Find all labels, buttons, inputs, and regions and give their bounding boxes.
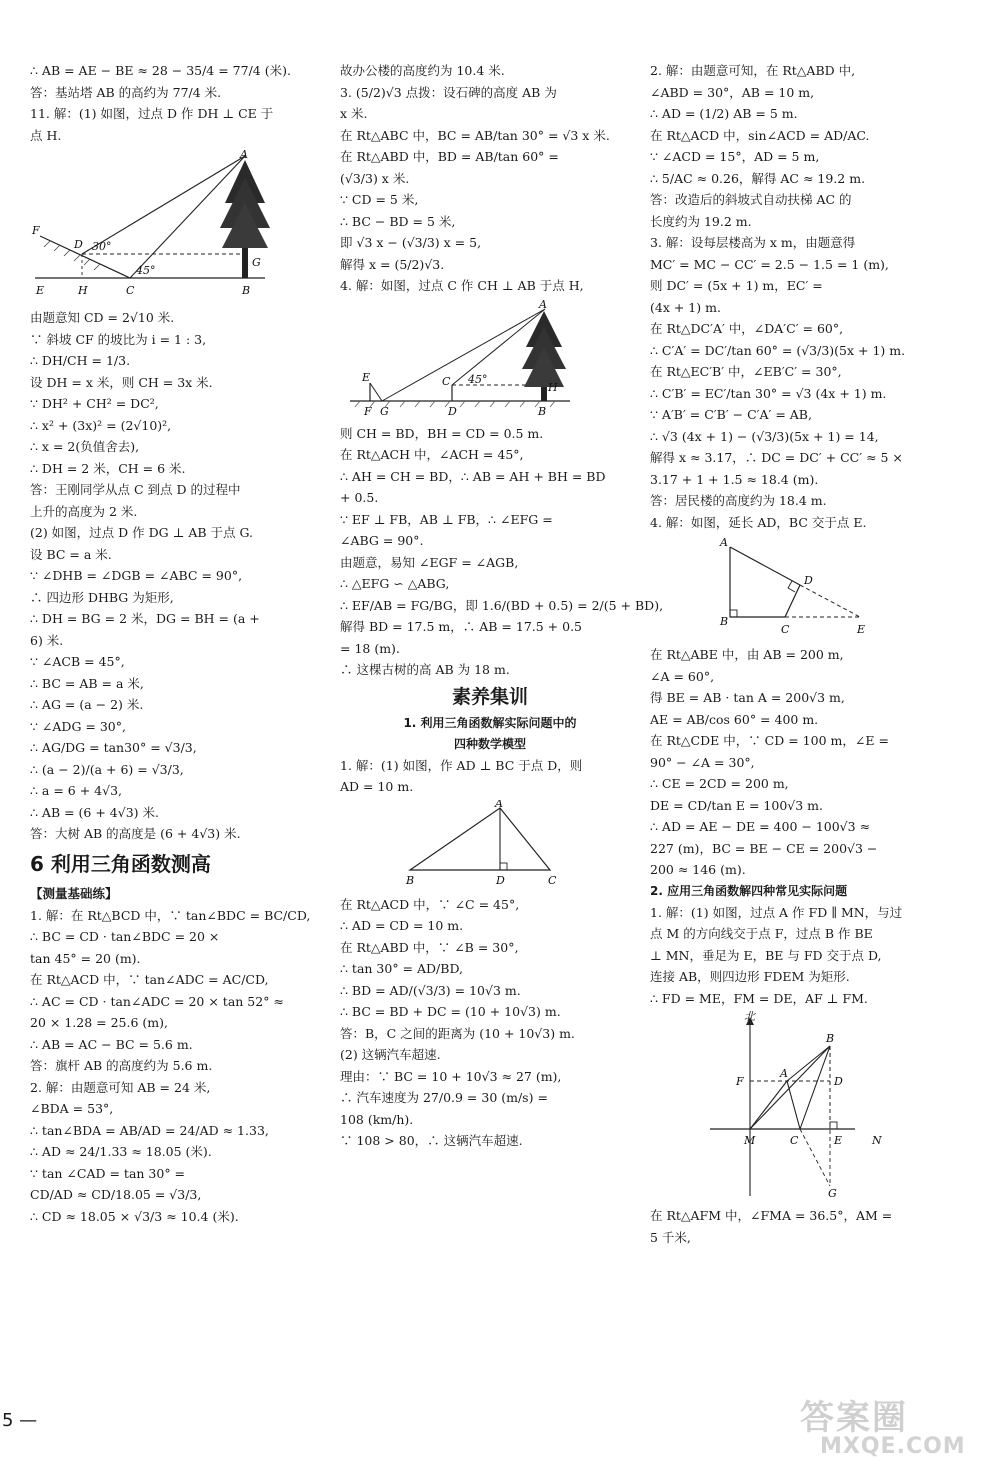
figure-slope-tree: [30, 148, 270, 303]
text-line: 点 H.: [30, 127, 62, 143]
text-line: 连接 AB，则四边形 FDEM 为矩形.: [650, 969, 850, 984]
figure-mirror-tree: [340, 299, 580, 419]
text-line: MC′ = MC − CC′ = 2.5 − 1.5 = 1 (m),: [650, 256, 889, 272]
text-line: (2) 如图，过点 D 作 DG ⊥ AB 于点 G.: [30, 525, 254, 540]
text-line: ⊥ MN，垂足为 E，BE 与 FD 交于点 D,: [650, 947, 882, 963]
text-line: ∴ 汽车速度为 27/0.9 = 30 (m/s) =: [340, 1090, 548, 1105]
fig2-label: D: [448, 404, 457, 418]
text-line: tan 45° = 20 (m).: [30, 950, 141, 966]
text-line: 在 Rt△ACD 中，sin∠ACD = AD/AC.: [650, 127, 870, 143]
column-right: [650, 60, 950, 1248]
text-line: ∴ EF/AB = FG/BG，即 1.6/(BD + 0.5) = 2/(5 + BD),: [340, 597, 664, 613]
text-line: 11. 解：(1) 如图，过点 D 作 DH ⊥ CE 于: [30, 106, 274, 121]
text-line: 答：基站塔 AB 的高约为 77/4 米.: [30, 84, 222, 100]
text-line: 3. (5/2)√3 点拨：设石碑的高度 AB 为: [340, 84, 557, 100]
text-line: ∴ CD ≈ 18.05 × √3/3 ≈ 10.4 (米).: [30, 1208, 239, 1224]
column-middle: [340, 60, 664, 1152]
text-line: ∴ AB = (6 + 4√3) 米.: [30, 804, 160, 820]
text-line: 理由：∵ BC = 10 + 10√3 ≈ 27 (m),: [340, 1068, 562, 1084]
watermark-text: 答案圈: [800, 1398, 908, 1438]
fig1-label: E: [36, 284, 45, 297]
col2-mid: [340, 423, 664, 681]
text-line: ∴ AB = AC − BC = 5.6 m.: [30, 1036, 193, 1052]
text-line: ∠BDA = 53°,: [30, 1101, 114, 1116]
col3-mid: [650, 644, 950, 881]
text-line: 2. 解：由题意可知 AB = 24 米,: [30, 1079, 211, 1095]
text-line: ∴ BC = CD · tan∠BDC = 20 ×: [30, 929, 220, 944]
text-line: ∵ EF ⊥ FB，AB ⊥ FB，∴ ∠EFG =: [340, 511, 553, 527]
text-line: ∴ x² + (3x)² = (2√10)²,: [30, 417, 172, 433]
figure-direction-map: [650, 1011, 890, 1201]
text-line: 2. 解：由题意可知，在 Rt△ABD 中,: [650, 63, 856, 78]
text-line: ∴ DH/CH = 1/3.: [30, 353, 131, 368]
text-line: ∴ BC = AB = a 米,: [30, 675, 144, 691]
text-line: ∴ AD = (1/2) AB = 5 m.: [650, 106, 798, 121]
fig2-label: G: [380, 404, 389, 418]
text-line: 答：改造后的斜坡式自动扶梯 AC 的: [650, 192, 852, 207]
fig1-label: G: [252, 256, 261, 269]
text-line: ∴ (a − 2)/(a + 6) = √3/3,: [30, 761, 184, 777]
text-line: ∵ ∠ADG = 30°,: [30, 718, 126, 734]
text-line: (2) 这辆汽车超速.: [340, 1047, 441, 1062]
text-line: 长度约为 19.2 m.: [650, 213, 752, 229]
fig3-label: C: [548, 873, 557, 887]
fig1-label: A: [240, 148, 248, 161]
text-line: 答：王刚同学从点 C 到点 D 的过程中: [30, 482, 241, 497]
text-line: ∴ 5/AC ≈ 0.26，解得 AC ≈ 19.2 m.: [650, 170, 866, 186]
col1-mid: [30, 307, 330, 845]
text-line: 设 DH = x 米，则 CH = 3x 米.: [30, 374, 213, 390]
fig5-label: 北: [744, 1011, 755, 1023]
text-line: ∴ AD = CD = 10 m.: [340, 918, 464, 933]
text-line: ∠ABG = 90°.: [340, 533, 424, 548]
text-line: 上升的高度为 2 米.: [30, 503, 138, 519]
text-line: 1. 解：(1) 如图，作 AD ⊥ BC 于点 D，则: [340, 757, 583, 773]
text-line: ∴ BC = BD + DC = (10 + 10√3) m.: [340, 1004, 561, 1019]
text-line: 答：居民楼的高度约为 18.4 m.: [650, 493, 827, 508]
text-line: x 米.: [340, 106, 368, 121]
fig1-label: D: [74, 238, 83, 251]
fig2-label: B: [538, 404, 547, 418]
text-line: ∴ a = 6 + 4√3,: [30, 783, 123, 798]
text-line: DE = CD/tan E = 100√3 m.: [650, 797, 823, 813]
text-line: 3. 解：设每层楼高为 x m，由题意得: [650, 235, 856, 250]
fig2-label: H: [548, 380, 558, 394]
text-line: 故办公楼的高度约为 10.4 米.: [340, 63, 505, 78]
text-line: ∴ AG = (a − 2) 米.: [30, 697, 144, 712]
text-line: 答：B，C 之间的距离为 (10 + 10√3) m.: [340, 1025, 575, 1041]
text-line: 在 Rt△ACH 中，∠ACH = 45°,: [340, 447, 524, 462]
text-line: 答：大树 AB 的高度是 (6 + 4√3) 米.: [30, 826, 241, 841]
col3-pre: [650, 60, 950, 533]
fig3-label: B: [406, 873, 415, 887]
text-line: 20 × 1.28 = 25.6 (m),: [30, 1015, 168, 1030]
text-line: 1. 解：在 Rt△BCD 中，∵ tan∠BDC = BC/CD,: [30, 907, 311, 923]
text-line: ∴ CE = 2CD = 200 m,: [650, 776, 789, 791]
text-line: ∠ABD = 30°，AB = 10 m,: [650, 84, 815, 100]
text-line: ∴ △EFG ∽ △ABG,: [340, 576, 450, 591]
text-line: CD/AD ≈ CD/18.05 = √3/3,: [30, 1187, 202, 1202]
text-line: ∵ ∠ACB = 45°,: [30, 654, 125, 669]
text-line: 在 Rt△ABD 中，∵ ∠B = 30°,: [340, 939, 519, 955]
watermark-url: MXQE.COM: [820, 1434, 966, 1459]
text-line: ∴ AD ≈ 24/1.33 ≈ 18.05 (米).: [30, 1144, 212, 1159]
fig1-label: H: [78, 284, 88, 297]
figure-quadrilateral: [650, 535, 890, 640]
text-line: 解得 BD = 17.5 m，∴ AB = 17.5 + 0.5: [340, 619, 582, 634]
page-number: 5 —: [2, 1410, 38, 1431]
text-line: 在 Rt△DC′A′ 中，∠DA′C′ = 60°,: [650, 321, 844, 336]
text-line: 200 ≈ 146 (m).: [650, 862, 746, 877]
text-line: ∴ C′A′ = DC′/tan 60° = (√3/3)(5x + 1) m.: [650, 342, 906, 358]
text-line: ∴ 四边形 DHBG 为矩形,: [30, 589, 174, 605]
text-line: (4x + 1) m.: [650, 299, 721, 315]
text-line: ∴ x = 2(负值舍去),: [30, 439, 140, 454]
fig5-label: B: [826, 1032, 835, 1045]
text-line: ∴ DH = 2 米，CH = 6 米.: [30, 460, 186, 476]
text-line: 在 Rt△ABE 中，由 AB = 200 m,: [650, 647, 844, 662]
text-line: ∴ 这棵古树的高 AB 为 18 m.: [340, 662, 510, 677]
text-line: 即 √3 x − (√3/3) x = 5,: [340, 235, 482, 250]
text-line: ∵ A′B′ = C′B′ − C′A′ = AB,: [650, 407, 812, 422]
text-line: 解得 x ≈ 3.17，∴ DC = DC′ + CC′ ≈ 5 ×: [650, 450, 903, 465]
text-line: 答：旗杆 AB 的高度约为 5.6 m.: [30, 1058, 213, 1073]
text-line: 则 DC′ = (5x + 1) m，EC′ =: [650, 278, 823, 293]
text-line: 在 Rt△ABC 中，BC = AB/tan 30° = √3 x 米.: [340, 127, 610, 143]
text-line: ∵ ∠ACD = 15°，AD = 5 m,: [650, 149, 820, 164]
fig5-label: D: [834, 1075, 843, 1088]
text-line: ∠A = 60°,: [650, 668, 715, 684]
col1-post: [30, 905, 330, 1228]
fig4-label: D: [804, 574, 813, 587]
text-line: 3.17 + 1 + 1.5 ≈ 18.4 (m).: [650, 471, 819, 487]
text-line: ∴ DH = BG = 2 米，DG = BH = (a +: [30, 611, 260, 626]
text-line: 227 (m)，BC = BE − CE = 200√3 −: [650, 840, 878, 856]
col2-pre: [340, 60, 640, 297]
text-line: 在 Rt△ACD 中，∵ tan∠ADC = AC/CD,: [30, 972, 269, 987]
text-line: 在 Rt△ACD 中，∵ ∠C = 45°,: [340, 896, 520, 912]
text-line: 由题意知 CD = 2√10 米.: [30, 310, 175, 325]
fig4-label: B: [720, 615, 729, 628]
text-line: ∴ BD = AD/(√3/3) = 10√3 m.: [340, 982, 521, 998]
section-heading: 素养集训: [451, 685, 528, 708]
text-line: 4. 解：如图，过点 C 作 CH ⊥ AB 于点 H,: [340, 278, 584, 293]
fig4-label: C: [781, 623, 790, 636]
col3-post: [650, 1205, 950, 1248]
text-line: 设 BC = a 米.: [30, 546, 112, 562]
fig3-label: D: [496, 873, 505, 887]
text-line: ∴ AG/DG = tan30° = √3/3,: [30, 740, 197, 755]
text-line: 得 BE = AB · tan A = 200√3 m,: [650, 690, 845, 705]
text-line: ∴ AD = AE − DE = 400 − 100√3 ≈: [650, 819, 871, 834]
fig2-label: F: [364, 404, 372, 418]
text-line: ∴ BC − BD = 5 米,: [340, 213, 456, 229]
fig5-label: N: [872, 1134, 882, 1147]
text-line: ∴ tan∠BDA = AB/AD = 24/AD ≈ 1.33,: [30, 1122, 269, 1138]
text-line: ∵ tan ∠CAD = tan 30° =: [30, 1165, 186, 1181]
fig3-label: A: [495, 799, 503, 810]
fig5-label: M: [744, 1134, 756, 1147]
text-line: 6) 米.: [30, 632, 64, 648]
text-line: 在 Rt△AFM 中，∠FMA = 36.5°，AM =: [650, 1208, 893, 1223]
col2-post: [340, 894, 640, 1152]
column-left: [30, 60, 330, 1227]
text-line: 在 Rt△ABD 中，BD = AB/tan 60° =: [340, 149, 559, 164]
fig4-label: E: [857, 623, 866, 636]
col1-pre: [30, 60, 330, 146]
fig5-label: E: [834, 1134, 843, 1147]
text-line: ∴ AH = CH = BD，∴ AB = AH + BH = BD: [340, 468, 606, 484]
fig5-label: C: [790, 1134, 799, 1147]
text-line: 90° − ∠A = 30°,: [650, 754, 755, 770]
text-line: ∵ 斜坡 CF 的坡比为 i = 1 : 3,: [30, 331, 207, 347]
text-line: + 0.5.: [340, 490, 379, 505]
subheading-line: 2. 应用三角函数解四种常见实际问题: [650, 883, 848, 898]
text-line: 在 Rt△CDE 中，∵ CD = 100 m，∠E =: [650, 733, 889, 748]
fig4-label: A: [720, 536, 728, 549]
text-line: ∴ FD = ME，FM = DE，AF ⊥ FM.: [650, 990, 868, 1006]
fig2-label: E: [362, 370, 371, 384]
text-line: 1. 解：(1) 如图，过点 A 作 FD ∥ MN，与过: [650, 904, 903, 920]
text-line: ∴ tan 30° = AD/BD,: [340, 961, 463, 976]
text-line: 在 Rt△EC′B′ 中，∠EB′C′ = 30°,: [650, 364, 842, 379]
text-line: ∵ 108 > 80，∴ 这辆汽车超速.: [340, 1133, 523, 1148]
fig5-label: A: [780, 1067, 788, 1080]
fig1-label: C: [126, 284, 135, 297]
section-tag: 【测量基础练】: [30, 885, 118, 901]
fig5-label: F: [736, 1075, 744, 1088]
section-title: 6 利用三角函数测高: [30, 851, 211, 876]
text-line: ∴ AC = CD · tan∠ADC = 20 × tan 52° ≈: [30, 993, 284, 1009]
fig1-label: 45°: [136, 264, 156, 277]
text-line: 4. 解：如图，延长 AD，BC 交于点 E.: [650, 514, 867, 530]
text-line: = 18 (m).: [340, 640, 400, 656]
fig1-label: B: [242, 284, 251, 297]
text-line: ∵ CD = 5 米,: [340, 192, 419, 207]
text-line: AE = AB/cos 60° = 400 m.: [650, 711, 819, 727]
text-line: ∴ AB = AE − BE ≈ 28 − 35/4 = 77/4 (米).: [30, 63, 291, 78]
text-line: ∵ ∠DHB = ∠DGB = ∠ABC = 90°,: [30, 568, 243, 583]
fig5-label: G: [828, 1187, 837, 1200]
col3-pre5: [650, 902, 950, 1010]
text-line: AD = 10 m.: [340, 779, 414, 794]
text-line: 点 M 的方向线交于点 F，过点 B 作 BE: [650, 926, 873, 941]
text-line: 则 CH = BD，BH = CD = 0.5 m.: [340, 425, 544, 441]
text-line: ∴ √3 (4x + 1) − (√3/3)(5x + 1) = 14,: [650, 428, 879, 444]
text-line: 5 千米,: [650, 1229, 691, 1245]
subheading-line: 1. 利用三角函数解实际问题中的: [403, 715, 577, 730]
fig2-label: A: [539, 298, 547, 311]
subheading-line: 四种数学模型: [453, 736, 526, 751]
text-line: 由题意，易知 ∠EGF = ∠AGB,: [340, 554, 519, 570]
watermark-logo: [800, 1390, 995, 1465]
fig1-label: F: [32, 224, 40, 237]
text-line: 108 (km/h).: [340, 1111, 414, 1127]
fig2-label: C: [442, 374, 451, 388]
text-line: (√3/3) x 米.: [340, 170, 410, 186]
text-line: 解得 x = (5/2)√3.: [340, 256, 445, 272]
fig1-label: 30°: [92, 240, 112, 253]
text-line: ∵ DH² + CH² = DC²,: [30, 396, 159, 411]
fig2-label: 45°: [468, 372, 488, 386]
text-line: ∴ C′B′ = EC′/tan 30° = √3 (4x + 1) m.: [650, 385, 887, 401]
figure-triangle-abc: [340, 800, 580, 890]
